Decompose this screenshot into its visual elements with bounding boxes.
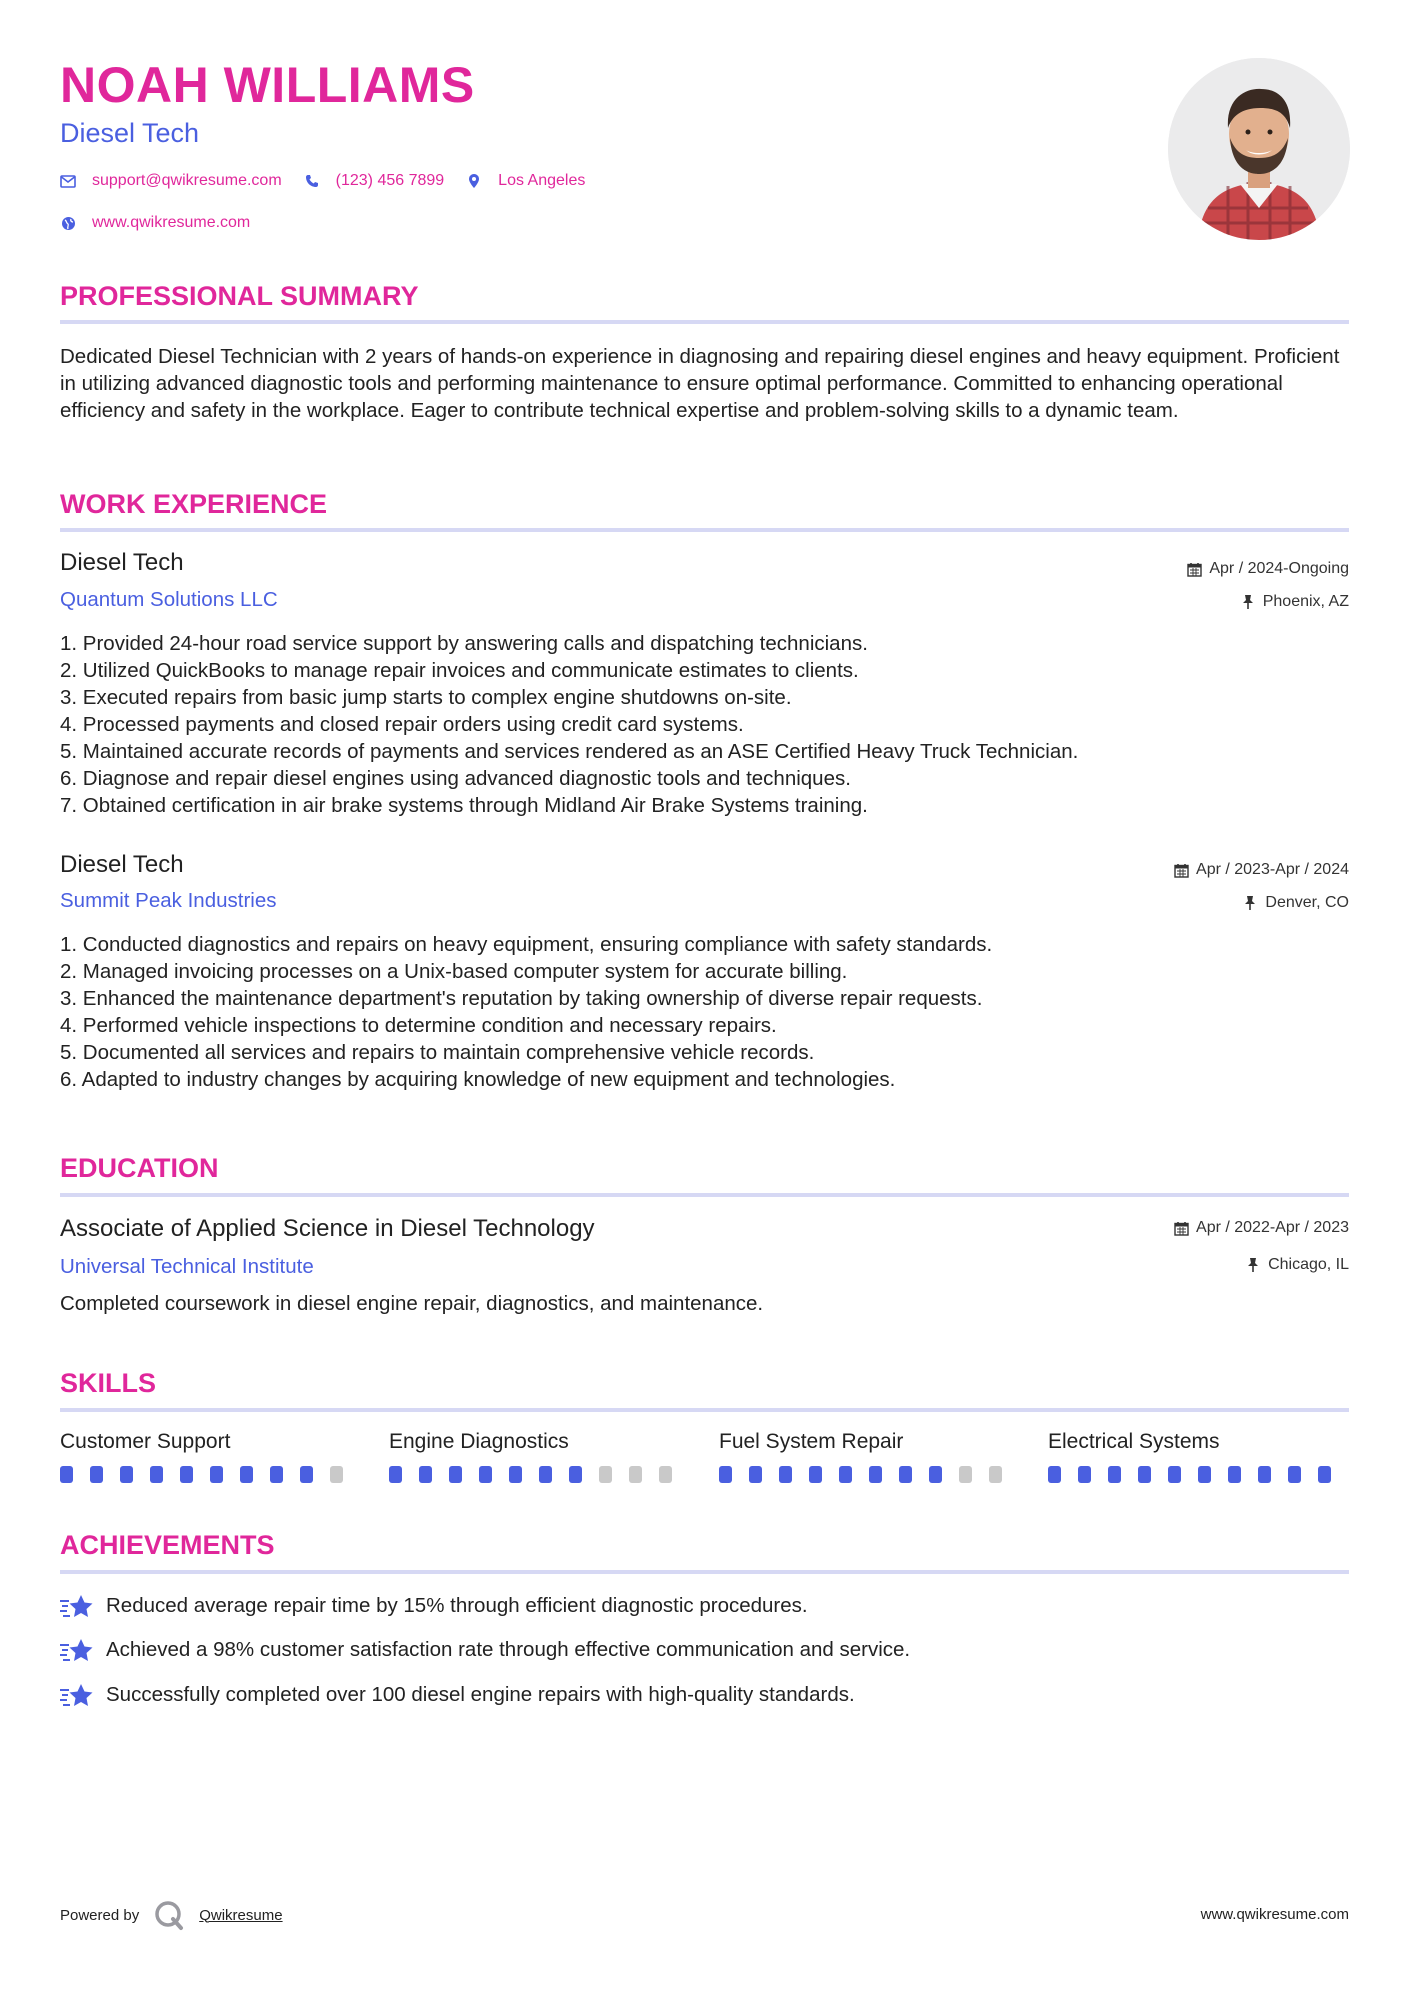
- skill-dot-empty: [659, 1466, 672, 1483]
- candidate-role: Diesel Tech: [60, 118, 200, 148]
- job-location-text: Phoenix, AZ: [1262, 593, 1349, 610]
- list-item: 3. Enhanced the maintenance department's reputation by taking ownership of diverse repair requests.: [60, 987, 983, 1010]
- calendar-icon: [1173, 862, 1189, 878]
- skill-dot-filled: [150, 1466, 163, 1483]
- list-item: 3. Executed repairs from basic jump starts to complex engine shutdowns on-site.: [60, 686, 792, 709]
- job-bullets: [60, 630, 1350, 819]
- skill-dot-filled: [240, 1466, 253, 1483]
- candidate-name: NOAH WILLIAMS: [60, 57, 475, 113]
- section-divider: [60, 320, 1349, 324]
- list-item: 2. Managed invoicing processes on a Unix-based computer system for accurate billing.: [60, 960, 848, 983]
- achievement-text: Successfully completed over 100 diesel engine repairs with high-quality standards.: [106, 1683, 855, 1706]
- skill-dot-filled: [1318, 1466, 1331, 1483]
- skill-name: Customer Support: [60, 1430, 231, 1453]
- skill-dot-filled: [210, 1466, 223, 1483]
- skill-rating: [60, 1466, 360, 1483]
- job-dates-text: Apr / 2023-Apr / 2024: [1196, 861, 1349, 878]
- education-heading: EDUCATION: [60, 1153, 219, 1183]
- phone-text: (123) 456 7899: [335, 172, 445, 189]
- achievement-item: [60, 1636, 910, 1664]
- skill-dot-filled: [899, 1466, 912, 1483]
- contact-website[interactable]: [60, 214, 250, 232]
- skill-name: Electrical Systems: [1048, 1430, 1220, 1453]
- job-company: Summit Peak Industries: [60, 889, 277, 912]
- list-item: 4. Performed vehicle inspections to determine condition and necessary repairs.: [60, 1014, 777, 1037]
- skill-dot-empty: [330, 1466, 343, 1483]
- skill-dot-filled: [569, 1466, 582, 1483]
- education-description: Completed coursework in diesel engine repair, diagnostics, and maintenance.: [60, 1292, 764, 1315]
- skill-dot-filled: [1288, 1466, 1301, 1483]
- list-item: 2. Utilized QuickBooks to manage repair invoices and communicate estimates to clients.: [60, 659, 859, 682]
- section-divider: [60, 1570, 1349, 1574]
- list-item: 6. Adapted to industry changes by acquiring knowledge of new equipment and technologies.: [60, 1068, 896, 1091]
- job-location: [1240, 593, 1349, 611]
- job-title: Diesel Tech: [60, 851, 184, 878]
- contact-email[interactable]: [60, 172, 282, 190]
- skill-dot-filled: [180, 1466, 193, 1483]
- contact-location: [466, 172, 585, 190]
- skill-item: [389, 1430, 689, 1483]
- list-item: 5. Maintained accurate records of payments and services rendered as an ASE Certified Heavy Truck Technician.: [60, 740, 1079, 763]
- profile-photo: [1168, 58, 1350, 240]
- skill-dot-empty: [959, 1466, 972, 1483]
- skill-rating: [389, 1466, 689, 1483]
- skill-dot-filled: [869, 1466, 882, 1483]
- skill-dot-filled: [1108, 1466, 1121, 1483]
- skill-dot-filled: [539, 1466, 552, 1483]
- contact-phone[interactable]: [304, 172, 445, 190]
- job-bullets: [60, 931, 1350, 1093]
- summary-heading: PROFESSIONAL SUMMARY: [60, 281, 419, 311]
- skill-dot-filled: [1198, 1466, 1211, 1483]
- qwikresume-logo-icon: [153, 1899, 185, 1931]
- section-divider: [60, 1193, 1349, 1197]
- skill-dot-filled: [509, 1466, 522, 1483]
- education-location: [1245, 1256, 1349, 1274]
- education-dates: [1173, 1219, 1349, 1237]
- skill-dot-filled: [1258, 1466, 1271, 1483]
- skill-dot-filled: [749, 1466, 762, 1483]
- star-icon: [60, 1681, 94, 1709]
- skill-dot-filled: [1228, 1466, 1241, 1483]
- list-item: 4. Processed payments and closed repair orders using credit card systems.: [60, 713, 744, 736]
- map-pin-icon: [466, 173, 482, 189]
- skill-rating: [1048, 1466, 1348, 1483]
- pushpin-icon: [1245, 1257, 1261, 1273]
- footer-website[interactable]: www.qwikresume.com: [1200, 1906, 1349, 1923]
- education-location-text: Chicago, IL: [1268, 1256, 1349, 1273]
- skill-dot-filled: [719, 1466, 732, 1483]
- school-name: Universal Technical Institute: [60, 1255, 314, 1278]
- achievement-item: [60, 1681, 855, 1709]
- contact-row-website: [60, 214, 272, 232]
- degree-title: Associate of Applied Science in Diesel Technology: [60, 1215, 595, 1242]
- skill-dot-filled: [60, 1466, 73, 1483]
- achievement-item: [60, 1592, 808, 1620]
- pushpin-icon: [1242, 895, 1258, 911]
- skill-dot-filled: [300, 1466, 313, 1483]
- skill-dot-empty: [599, 1466, 612, 1483]
- job-dates-text: Apr / 2024-Ongoing: [1209, 560, 1349, 577]
- brand-link[interactable]: Qwikresume: [199, 1906, 283, 1924]
- skill-name: Engine Diagnostics: [389, 1430, 569, 1453]
- star-icon: [60, 1592, 94, 1620]
- skill-dot-filled: [479, 1466, 492, 1483]
- skills-heading: SKILLS: [60, 1368, 157, 1398]
- skill-dot-empty: [629, 1466, 642, 1483]
- skill-dot-filled: [270, 1466, 283, 1483]
- job-company: Quantum Solutions LLC: [60, 588, 278, 611]
- list-item: 6. Diagnose and repair diesel engines using advanced diagnostic tools and techniques.: [60, 767, 851, 790]
- list-item: 7. Obtained certification in air brake systems through Midland Air Brake Systems training.: [60, 794, 868, 817]
- education-dates-text: Apr / 2022-Apr / 2023: [1196, 1219, 1349, 1236]
- experience-heading: WORK EXPERIENCE: [60, 489, 328, 519]
- skill-dot-filled: [839, 1466, 852, 1483]
- achievement-text: Achieved a 98% customer satisfaction rate through effective communication and service.: [106, 1638, 911, 1661]
- section-divider: [60, 1408, 1349, 1412]
- section-divider: [60, 528, 1349, 532]
- job-title: Diesel Tech: [60, 549, 184, 576]
- skill-dot-filled: [1078, 1466, 1091, 1483]
- skill-dot-filled: [809, 1466, 822, 1483]
- star-icon: [60, 1636, 94, 1664]
- list-item: 1. Provided 24-hour road service support by answering calls and dispatching technicians.: [60, 632, 868, 655]
- skill-item: [1048, 1430, 1348, 1483]
- skill-dot-filled: [1168, 1466, 1181, 1483]
- website-text: www.qwikresume.com: [92, 214, 251, 231]
- email-text: support@qwikresume.com: [92, 172, 282, 189]
- skill-dot-filled: [120, 1466, 133, 1483]
- skill-dot-filled: [90, 1466, 103, 1483]
- skill-dot-filled: [419, 1466, 432, 1483]
- skill-dot-filled: [929, 1466, 942, 1483]
- skill-item: [719, 1430, 1019, 1483]
- achievements-heading: ACHIEVEMENTS: [60, 1530, 275, 1560]
- skill-dot-filled: [1048, 1466, 1061, 1483]
- skill-rating: [719, 1466, 1019, 1483]
- skill-name: Fuel System Repair: [719, 1430, 904, 1453]
- calendar-icon: [1186, 561, 1202, 577]
- envelope-icon: [60, 173, 76, 189]
- job-location: [1242, 894, 1349, 912]
- summary-text: Dedicated Diesel Technician with 2 years of hands-on experience in diagnosing and repairing diesel engines and heavy equipment. Proficient in utilizing advanced diagnostic tools and performing maintenance to ensure optimal performance. Committed to enhancing operational efficiency and safety in the workplace. Eager to contribute technical expertise and problem-solving skills to a dynamic team.: [60, 345, 1340, 422]
- skill-dot-filled: [449, 1466, 462, 1483]
- globe-icon: [60, 215, 76, 231]
- list-item: 1. Conducted diagnostics and repairs on heavy equipment, ensuring compliance with safety standards.: [60, 933, 993, 956]
- skill-dot-filled: [389, 1466, 402, 1483]
- powered-by-label: Powered by: [60, 1906, 140, 1924]
- phone-icon: [304, 173, 320, 189]
- contact-row: [60, 172, 607, 190]
- job-dates: [1186, 560, 1349, 578]
- skill-dot-empty: [989, 1466, 1002, 1483]
- footer-powered-by: [60, 1899, 283, 1931]
- list-item: 5. Documented all services and repairs to maintain comprehensive vehicle records.: [60, 1041, 815, 1064]
- location-text: Los Angeles: [498, 172, 586, 189]
- skill-item: [60, 1430, 360, 1483]
- job-dates: [1173, 861, 1349, 879]
- person-illustration: [1168, 58, 1350, 240]
- job-location-text: Denver, CO: [1265, 894, 1349, 911]
- calendar-icon: [1173, 1220, 1189, 1236]
- achievement-text: Reduced average repair time by 15% through efficient diagnostic procedures.: [106, 1594, 808, 1617]
- skill-dot-filled: [1138, 1466, 1151, 1483]
- pushpin-icon: [1240, 594, 1256, 610]
- skill-dot-filled: [779, 1466, 792, 1483]
